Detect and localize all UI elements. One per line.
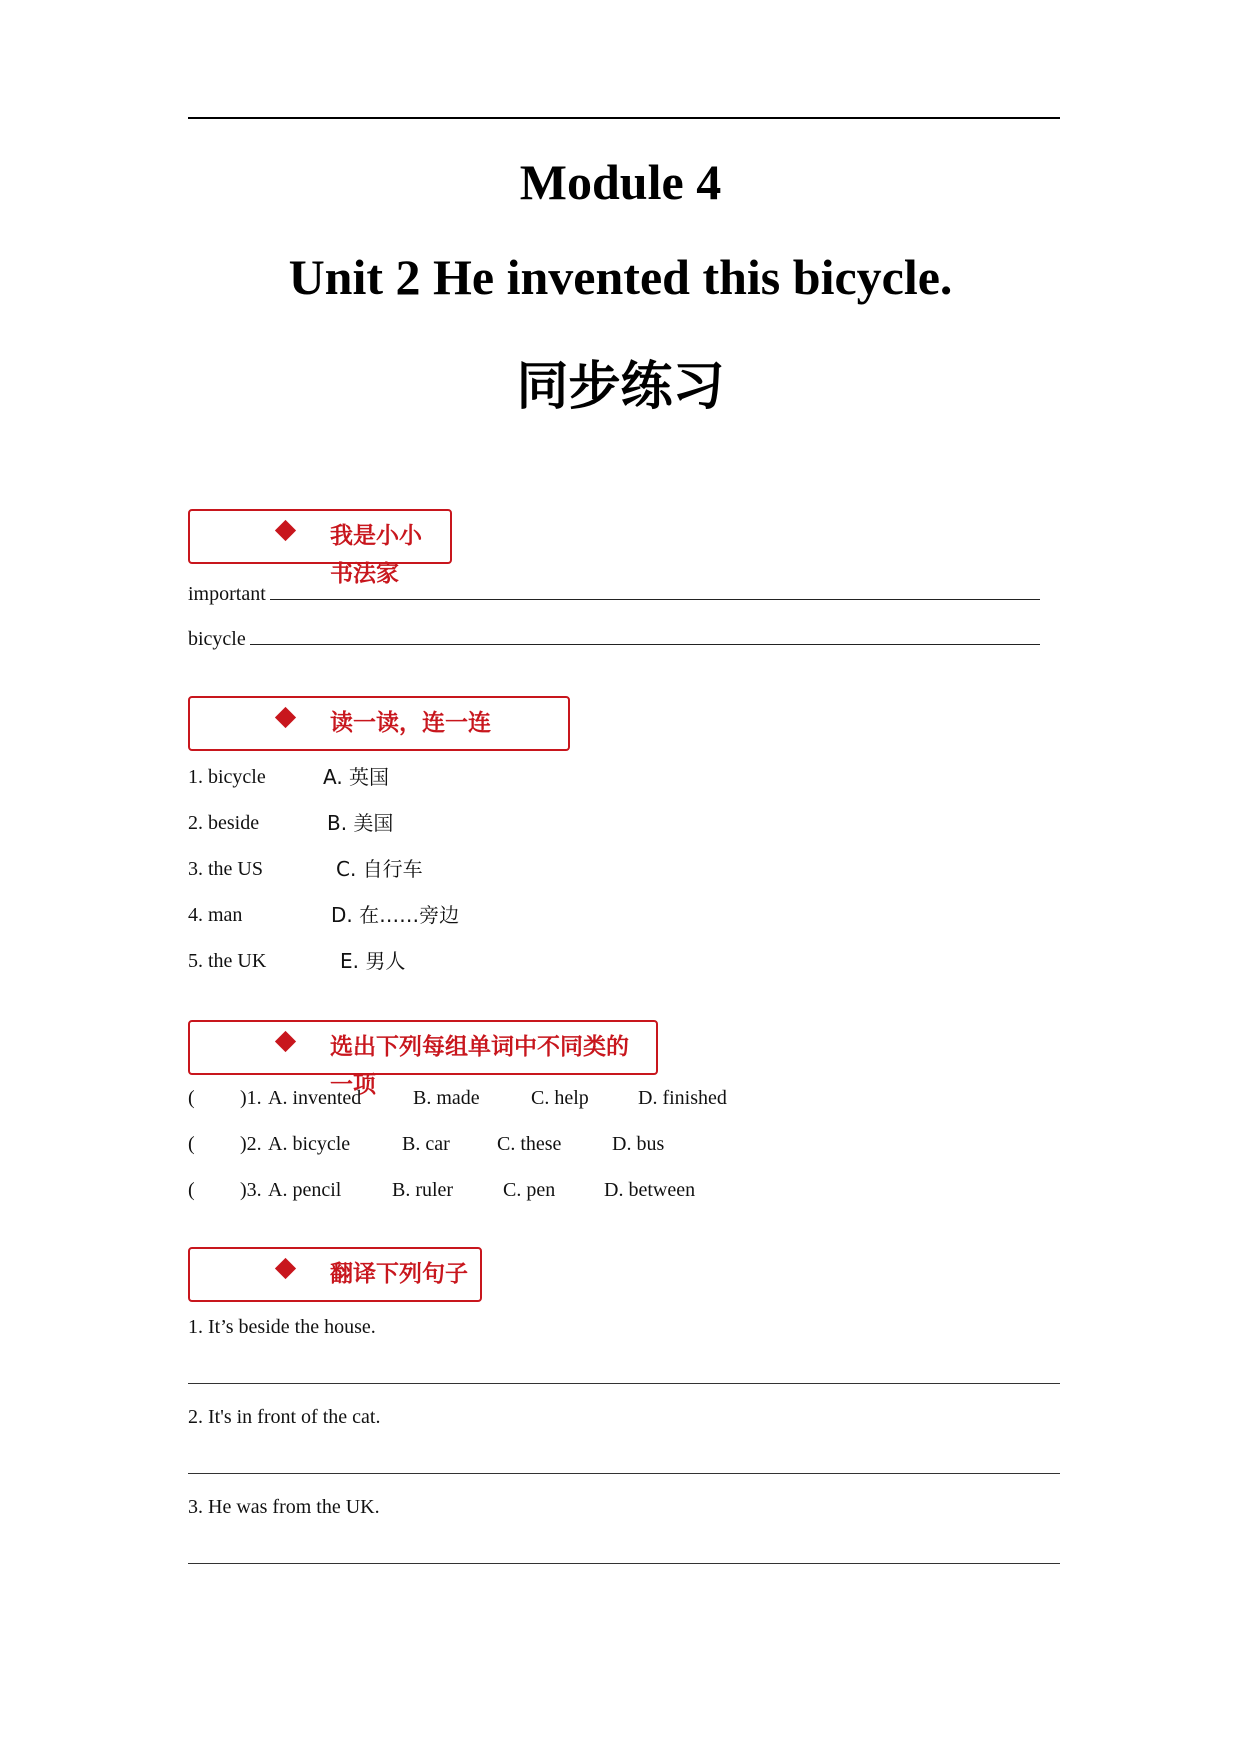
question-number: )1. bbox=[240, 1087, 262, 1109]
writing-blank[interactable] bbox=[270, 579, 1040, 600]
diamond-icon bbox=[275, 1258, 296, 1279]
option-a: A. invented bbox=[268, 1087, 362, 1109]
match-right-item: A. 英国 bbox=[323, 765, 390, 789]
section-heading-text: 翻译下列句子 bbox=[330, 1261, 468, 1287]
writing-row bbox=[188, 579, 1040, 607]
question-number: )2. bbox=[240, 1133, 262, 1155]
match-left-item: 4. man bbox=[188, 904, 243, 926]
unit-title: Unit 2 He invented this bicycle. bbox=[288, 249, 953, 305]
writing-blank[interactable] bbox=[250, 624, 1040, 645]
writing-word: important bbox=[188, 583, 266, 605]
option-d: D. bus bbox=[612, 1133, 665, 1155]
section-heading-matching bbox=[188, 696, 570, 751]
diamond-icon bbox=[275, 520, 296, 541]
match-right-item: E. 男人 bbox=[340, 949, 406, 973]
match-left-item: 2. beside bbox=[188, 812, 260, 834]
option-c: C. help bbox=[531, 1087, 589, 1109]
translate-sentence: 2. It's in front of the cat. bbox=[188, 1406, 381, 1428]
header-rule bbox=[188, 117, 1060, 119]
answer-line[interactable] bbox=[188, 1383, 1060, 1384]
answer-paren[interactable]: ( bbox=[188, 1179, 195, 1201]
question-number: )3. bbox=[240, 1179, 262, 1201]
section-heading-text: 读一读，连一连 bbox=[330, 710, 491, 736]
section-heading-calligraphy bbox=[188, 509, 452, 587]
option-c: C. these bbox=[497, 1133, 562, 1155]
section-heading-text: 我是小小书法家 bbox=[330, 523, 422, 587]
option-d: D. between bbox=[604, 1179, 696, 1201]
section-heading-text: 选出下列每组单词中不同类的一项 bbox=[330, 1034, 629, 1098]
answer-paren[interactable]: ( bbox=[188, 1133, 195, 1155]
match-left-item: 3. the US bbox=[188, 858, 263, 880]
option-c: C. pen bbox=[503, 1179, 556, 1201]
diamond-icon bbox=[275, 707, 296, 728]
option-d: D. finished bbox=[638, 1087, 727, 1109]
option-a: A. bicycle bbox=[268, 1133, 351, 1155]
option-b: B. made bbox=[413, 1087, 480, 1109]
writing-row bbox=[188, 624, 1040, 652]
match-right-item: C. 自行车 bbox=[336, 857, 423, 881]
option-b: B. car bbox=[402, 1133, 450, 1155]
option-b: B. ruler bbox=[392, 1179, 454, 1201]
match-right-item: D. 在……旁边 bbox=[331, 903, 460, 927]
answer-paren[interactable]: ( bbox=[188, 1087, 195, 1109]
match-right-item: B. 美国 bbox=[327, 811, 394, 835]
match-left-item: 1. bicycle bbox=[188, 766, 266, 788]
writing-word: bicycle bbox=[188, 628, 246, 650]
module-title: Module 4 bbox=[519, 154, 722, 210]
option-a: A. pencil bbox=[268, 1179, 342, 1201]
translate-sentence: 1. It’s beside the house. bbox=[188, 1316, 376, 1338]
diamond-icon bbox=[275, 1031, 296, 1052]
answer-line[interactable] bbox=[188, 1563, 1060, 1564]
match-left-item: 5. the UK bbox=[188, 950, 267, 972]
translate-sentence: 3. He was from the UK. bbox=[188, 1496, 380, 1518]
section-heading-translate bbox=[188, 1247, 482, 1302]
exercise-title: 同步练习 bbox=[516, 357, 725, 417]
answer-line[interactable] bbox=[188, 1473, 1060, 1474]
